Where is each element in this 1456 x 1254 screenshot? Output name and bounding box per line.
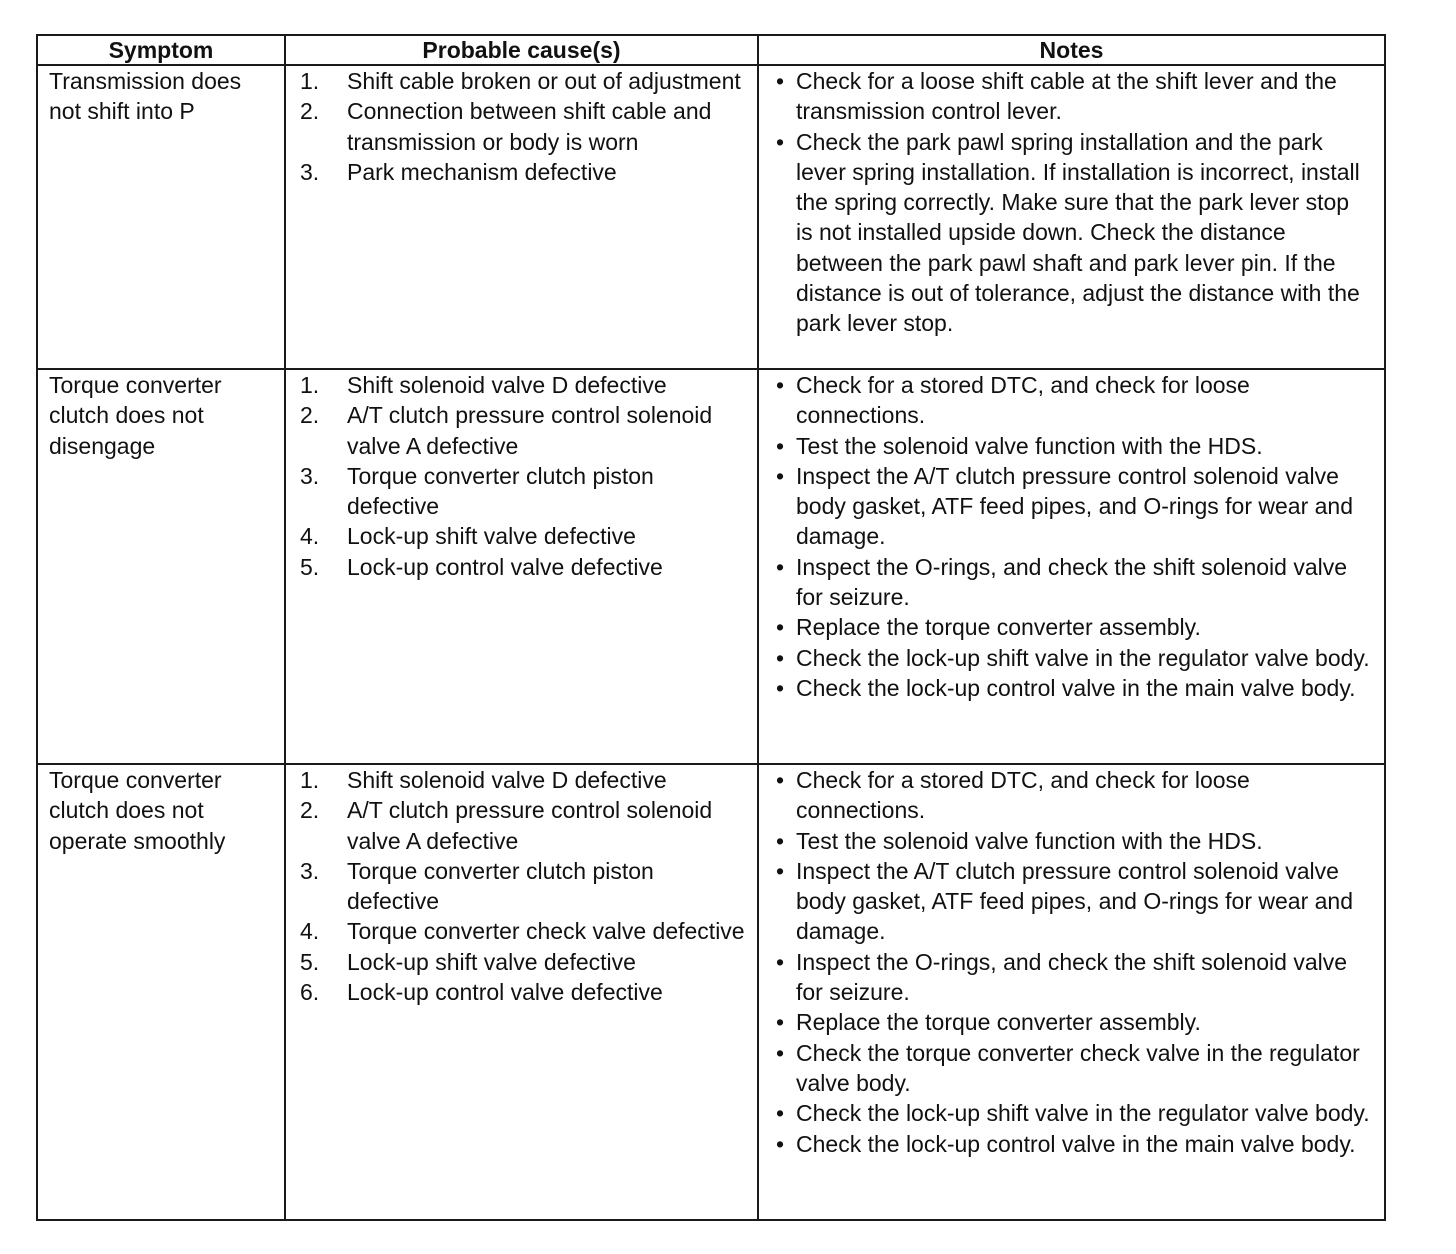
causes-cell <box>285 369 758 764</box>
note-text: Inspect the A/T clutch pressure control solenoid valve body gasket, ATF feed pipes, and O-rings for wear and damage. <box>796 462 1353 550</box>
note-text: Check the torque converter check valve in the regulator valve body. <box>796 1039 1360 1096</box>
note-item <box>759 1038 1372 1099</box>
cause-text: Lock-up shift valve defective <box>347 948 636 975</box>
cause-number: 2. <box>300 98 320 125</box>
note-text: Replace the torque converter assembly. <box>796 614 1201 641</box>
symptom-cell <box>37 369 285 764</box>
cause-item <box>286 765 749 795</box>
cause-number: 3. <box>300 857 320 884</box>
note-item <box>759 826 1372 856</box>
causes-list <box>286 66 749 187</box>
cause-text: Lock-up control valve defective <box>347 553 663 580</box>
cause-text: Park mechanism defective <box>347 158 617 185</box>
cause-item <box>286 400 749 461</box>
cause-number: 5. <box>300 948 320 975</box>
cause-item <box>286 461 749 522</box>
table-row <box>37 65 1385 369</box>
notes-list <box>759 370 1372 703</box>
note-text: Check for a stored DTC, and check for loose connections. <box>796 372 1250 429</box>
cause-item <box>286 552 749 582</box>
note-item <box>759 370 1372 431</box>
note-text: Inspect the O-rings, and check the shift solenoid valve for seizure. <box>796 553 1348 611</box>
bullet-icon: • <box>776 1009 785 1036</box>
bullet-icon: • <box>776 1130 785 1157</box>
note-item <box>759 673 1372 703</box>
causes-list <box>286 765 749 1007</box>
cause-number: 2. <box>300 797 320 824</box>
causes-cell <box>285 65 758 369</box>
note-text: Inspect the A/T clutch pressure control solenoid valve body gasket, ATF feed pipes, and O-rings for wear and damage. <box>796 857 1353 945</box>
notes-list <box>759 66 1372 339</box>
causes-cell <box>285 764 758 1220</box>
cause-text: Torque converter clutch piston defective <box>347 462 654 520</box>
note-item <box>759 856 1372 947</box>
note-text: Check for a loose shift cable at the shift lever and the transmission control lever. <box>796 68 1337 125</box>
table-row <box>37 764 1385 1220</box>
note-text: Test the solenoid valve function with the HDS. <box>796 827 1263 854</box>
note-item <box>759 947 1372 1008</box>
cause-item <box>286 96 749 157</box>
cause-text: A/T clutch pressure control solenoid valve A defective <box>347 797 713 854</box>
notes-cell <box>758 369 1385 764</box>
notes-list <box>759 765 1372 1159</box>
cause-number: 5. <box>300 553 320 580</box>
cause-item <box>286 370 749 400</box>
cause-text: Torque converter clutch piston defective <box>347 857 654 915</box>
bullet-icon: • <box>776 68 785 94</box>
note-text: Check the park pawl spring installation and the park lever spring installation. If installation is incorrect, install the spring correctly. Make sure that the park lever stop is not installed upside down. Check the distance between the park pawl shaft and park lever pin. If the distance is out of tolerance, adjust the distance with the park lever stop. <box>796 128 1360 337</box>
header-notes: Notes <box>758 35 1385 65</box>
cause-number: 1. <box>300 767 320 793</box>
symptom-text: Torque converter clutch does not operate smoothly <box>49 767 226 854</box>
bullet-icon: • <box>776 1100 785 1127</box>
bullet-icon: • <box>776 462 785 489</box>
cause-item <box>286 795 749 856</box>
header-symptom: Symptom <box>37 35 285 65</box>
cause-item <box>286 856 749 917</box>
note-item <box>759 66 1372 127</box>
cause-number: 3. <box>300 158 320 185</box>
bullet-icon: • <box>776 644 785 671</box>
note-item <box>759 1098 1372 1128</box>
note-item <box>759 1007 1372 1037</box>
symptom-cell <box>37 764 285 1220</box>
bullet-icon: • <box>776 372 785 398</box>
cause-number: 4. <box>300 918 320 945</box>
note-text: Check for a stored DTC, and check for loose connections. <box>796 767 1250 824</box>
cause-text: Shift solenoid valve D defective <box>347 372 667 398</box>
bullet-icon: • <box>776 674 785 701</box>
note-text: Test the solenoid valve function with the HDS. <box>796 432 1263 459</box>
cause-text: Connection between shift cable and transmission or body is worn <box>347 98 712 155</box>
bullet-icon: • <box>776 1039 785 1066</box>
note-item <box>759 612 1372 642</box>
note-item <box>759 643 1372 673</box>
header-probable-causes: Probable cause(s) <box>285 35 758 65</box>
note-text: Check the lock-up control valve in the main valve body. <box>796 674 1356 701</box>
cause-item <box>286 521 749 551</box>
table-header-row <box>37 35 1385 65</box>
troubleshooting-table <box>36 34 1386 1221</box>
cause-number: 4. <box>300 523 320 550</box>
cause-number: 1. <box>300 68 320 94</box>
cause-text: Shift cable broken or out of adjustment <box>347 68 741 94</box>
note-text: Replace the torque converter assembly. <box>796 1009 1201 1036</box>
note-text: Check the lock-up shift valve in the regulator valve body. <box>796 1100 1370 1127</box>
symptom-text: Torque converter clutch does not disengage <box>49 372 222 459</box>
cause-text: Lock-up shift valve defective <box>347 523 636 550</box>
table-row <box>37 369 1385 764</box>
cause-text: Torque converter check valve defective <box>347 918 745 945</box>
note-item <box>759 765 1372 826</box>
notes-cell <box>758 764 1385 1220</box>
bullet-icon: • <box>776 128 785 155</box>
cause-item <box>286 66 749 96</box>
cause-text: Shift solenoid valve D defective <box>347 767 667 793</box>
causes-list <box>286 370 749 582</box>
note-item <box>759 461 1372 552</box>
bullet-icon: • <box>776 948 785 975</box>
cause-number: 1. <box>300 372 320 398</box>
symptom-text: Transmission does not shift into P <box>49 68 242 125</box>
notes-cell <box>758 65 1385 369</box>
note-item <box>759 552 1372 613</box>
cause-item <box>286 947 749 977</box>
cause-item <box>286 916 749 946</box>
bullet-icon: • <box>776 857 785 884</box>
cause-number: 2. <box>300 402 320 429</box>
cause-text: A/T clutch pressure control solenoid valve A defective <box>347 402 713 459</box>
note-item <box>759 127 1372 339</box>
cause-text: Lock-up control valve defective <box>347 979 663 1006</box>
bullet-icon: • <box>776 767 785 793</box>
cause-item <box>286 977 749 1007</box>
bullet-icon: • <box>776 827 785 854</box>
note-item <box>759 1129 1372 1159</box>
cause-item <box>286 157 749 187</box>
cause-number: 3. <box>300 462 320 489</box>
bullet-icon: • <box>776 432 785 459</box>
note-text: Inspect the O-rings, and check the shift solenoid valve for seizure. <box>796 948 1348 1006</box>
note-text: Check the lock-up shift valve in the regulator valve body. <box>796 644 1370 671</box>
cause-number: 6. <box>300 979 320 1006</box>
note-item <box>759 431 1372 461</box>
symptom-cell <box>37 65 285 369</box>
note-text: Check the lock-up control valve in the main valve body. <box>796 1130 1356 1157</box>
bullet-icon: • <box>776 553 785 580</box>
bullet-icon: • <box>776 614 785 641</box>
